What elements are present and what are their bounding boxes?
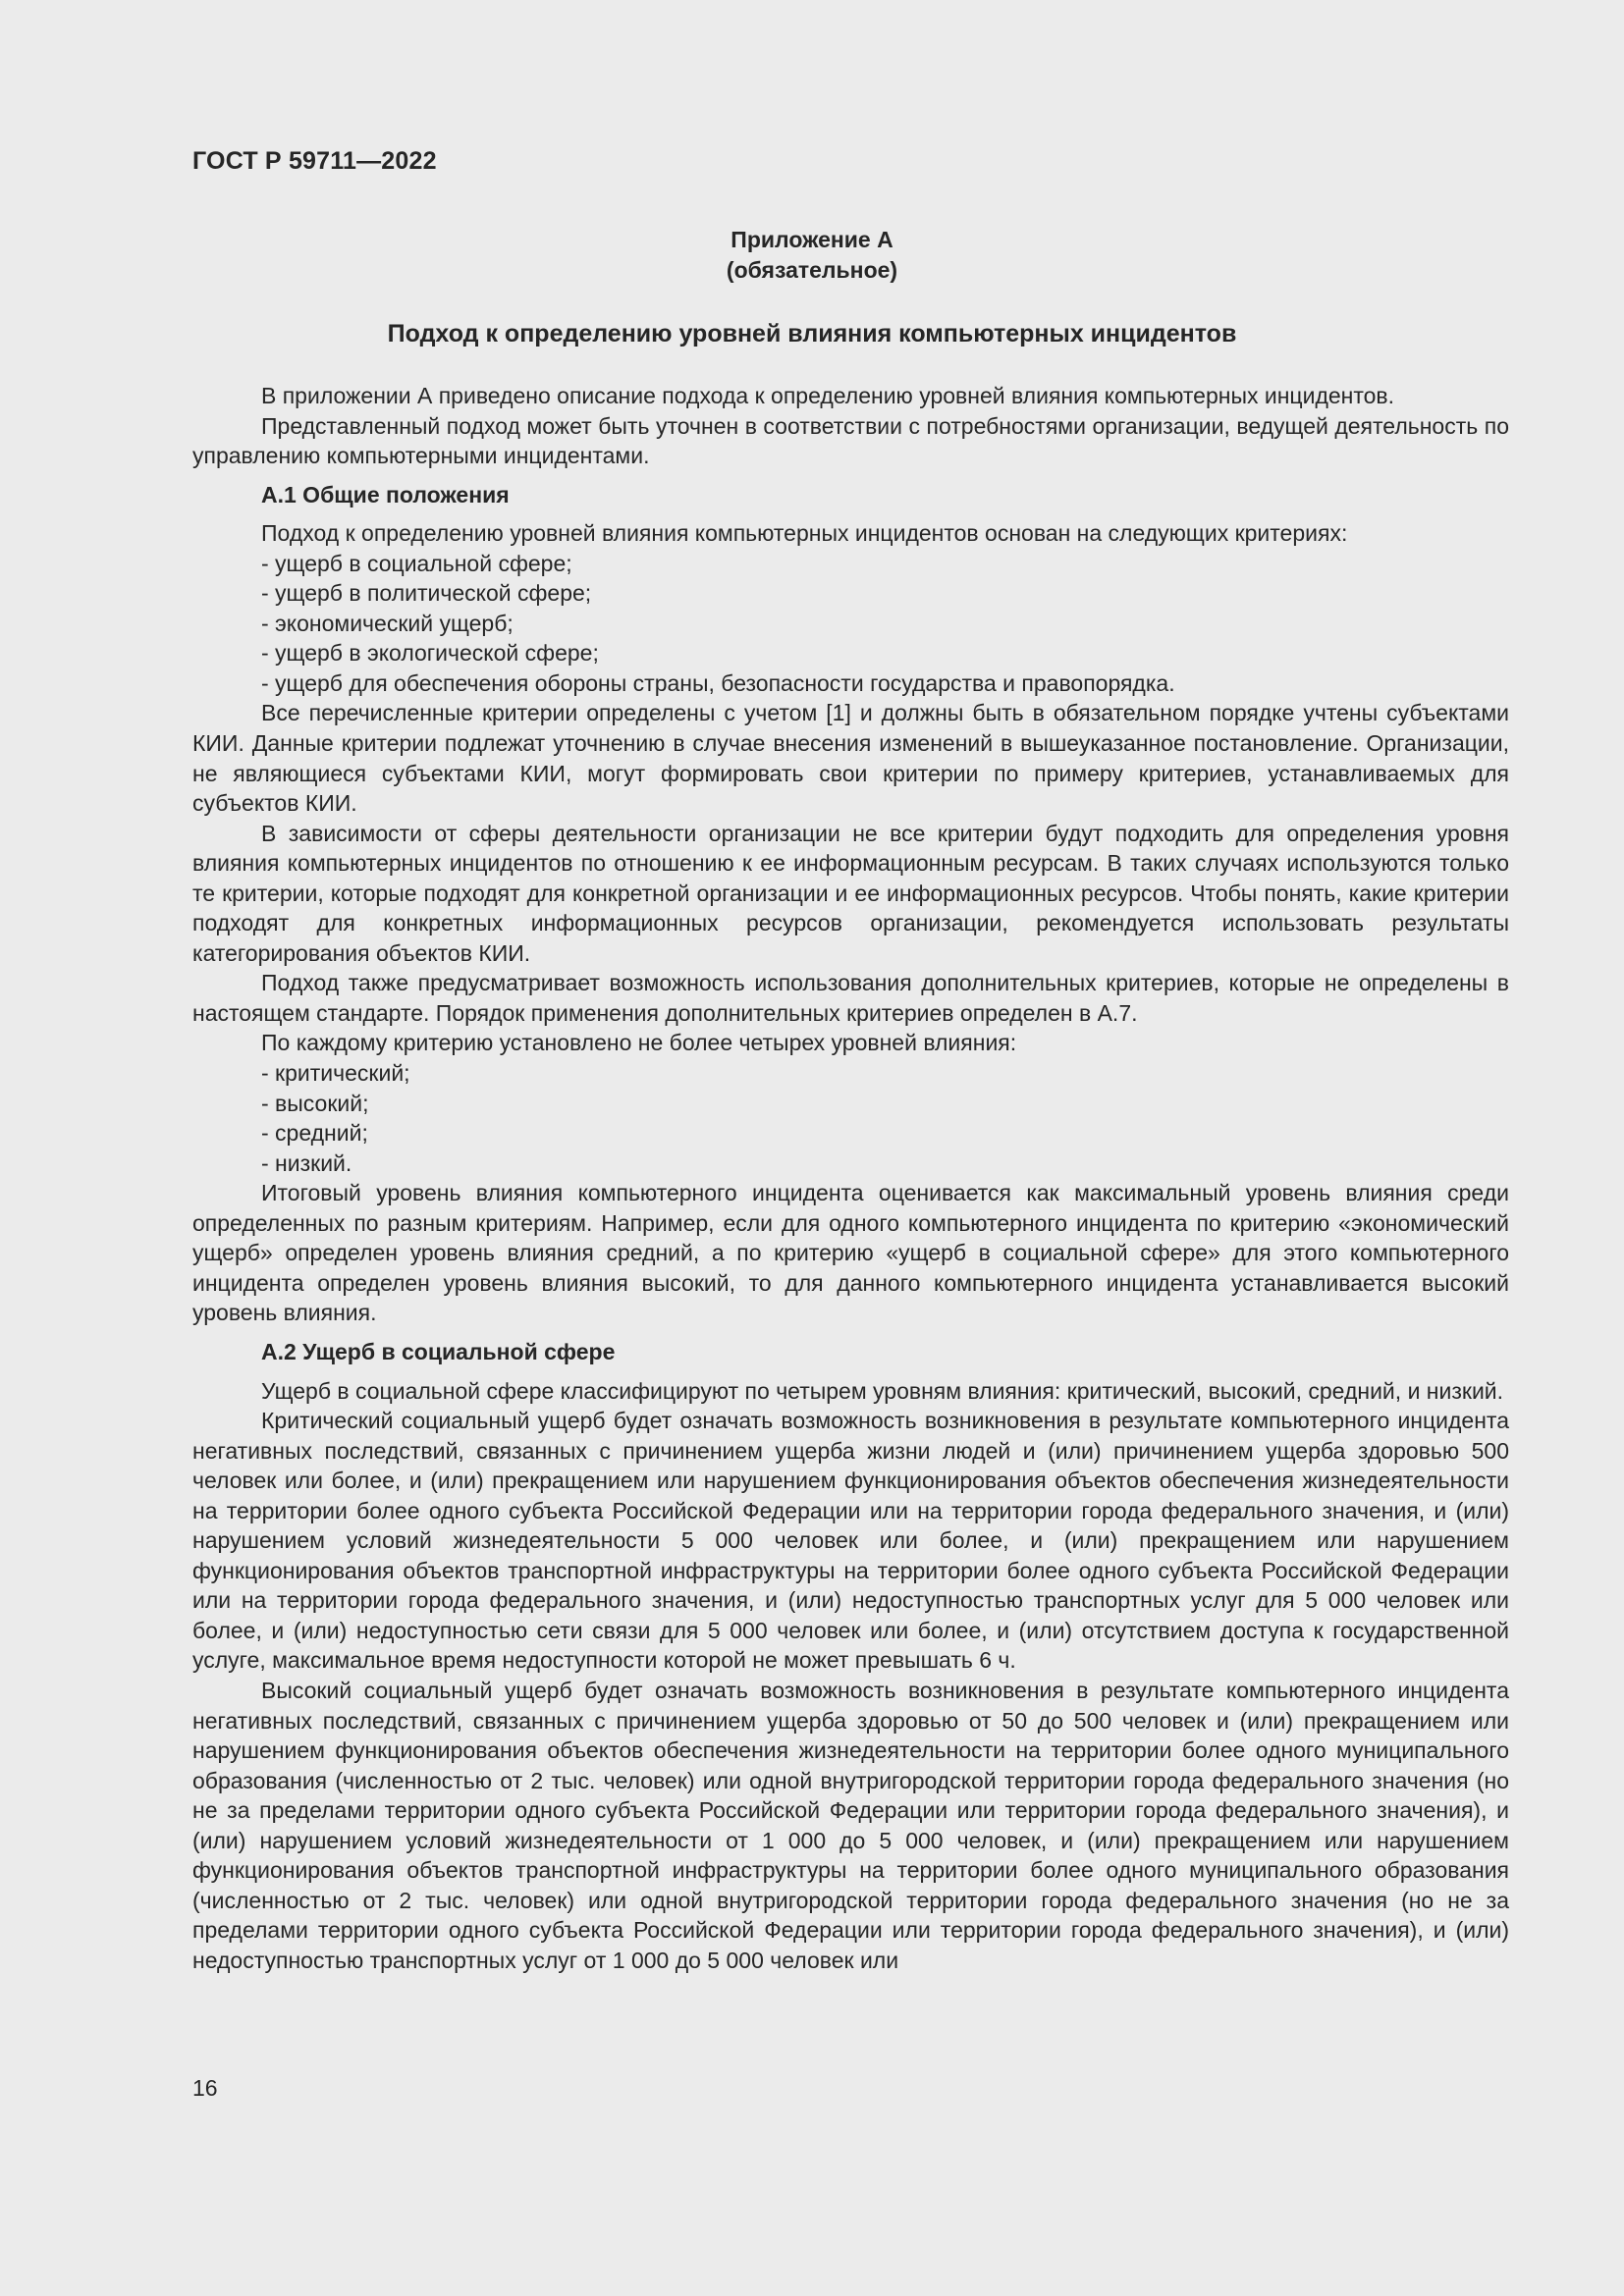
spacer (192, 509, 1509, 518)
paragraph: Критический социальный ущерб будет означать возможность возникновения в результате компьютерного инцидента негативных последствий, связанных с причинением ущерба жизни людей и (или) причинением ущерба здоровью 500 человек или более, и (или) прекращением или нарушением функционирования объектов обеспечения жизнедеятельности на территории более одного субъекта Российской Федерации или на территории города федерального значения, и (или) нарушением условий жизнедеятельности 5 000 человек или более, и (или) прекращением или нарушением функционирования объектов транспортной инфраструктуры на территории более одного субъекта Российской Федерации или на территории города федерального значения, и (или) недоступностью транспортных услуг для 5 000 человек или более, и (или) недоступностью сети связи для 5 000 человек или более, и (или) отсутствием доступа к государственной услуге, максимальное время недоступности которой не может превышать 6 ч. (192, 1408, 1509, 1674)
spacer (192, 1367, 1509, 1376)
paragraph: Подход также предусматривает возможность использования дополнительных критериев, которые не определены в настоящем стандарте. Порядок применения дополнительных критериев определен в А.7. (192, 970, 1509, 1026)
page-number: 16 (192, 2075, 218, 2101)
list-item: - критический; (261, 1060, 410, 1087)
appendix-title: Подход к определению уровней влияния компьютерных инцидентов (387, 320, 1237, 347)
document-code: ГОСТ Р 59711—2022 (192, 147, 437, 175)
paragraph: Ущерб в социальной сфере классифицируют по четырем уровням влияния: критический, высокий, средний, и низкий. (261, 1377, 1504, 1404)
paragraph: Все перечисленные критерии определены с учетом [1] и должны быть в обязательном порядке учтены субъектами КИИ. Данные критерии подлежат уточнению в случае внесения изменений в вышеуказанное постановление. Организации, не являющиеся субъектами КИИ, могут формировать свои критерии по примеру критериев, устанавливаемых для субъектов КИИ. (192, 700, 1509, 817)
spacer (192, 1328, 1509, 1337)
paragraph: Подход к определению уровней влияния компьютерных инцидентов основан на следующих критериях: (261, 520, 1348, 547)
appendix-status: (обязательное) (726, 257, 898, 283)
appendix-label: Приложение А (731, 227, 893, 252)
list-item: - высокий; (261, 1090, 369, 1116)
paragraph: В приложении А приведено описание подхода к определению уровней влияния компьютерных инцидентов. (261, 383, 1395, 408)
list-item: - ущерб в социальной сфере; (261, 550, 572, 576)
paragraph: По каждому критерию установлено не более четырех уровней влияния: (261, 1030, 1017, 1056)
paragraph: Высокий социальный ущерб будет означать возможность возникновения в результате компьютерного инцидента негативных последствий, связанных с причинением ущерба здоровью от 50 до 500 человек и (или) прекращением или нарушением функционирования объектов обеспечения жизнедеятельности на территории более одного муниципального образования (численностью от 2 тыс. человек) или одной внутригородской территории города федерального значения (но не за пределами территории одного субъекта Российской Федерации или территории города федерального значения), и (или) нарушением условий жизнедеятельности от 1 000 до 5 000 человек, и (или) прекращением или нарушением функционирования объектов транспортной инфраструктуры на территории более одного муниципального образования (численностью от 2 тыс. человек) или одной внутригородской территории города федерального значения (но не за пределами территории одного субъекта Российской Федерации или территории города федерального значения), и (или) недоступностью транспортных услуг от 1 000 до 5 000 человек или (192, 1677, 1509, 1973)
list-item: - экономический ущерб; (261, 610, 514, 636)
section-heading: А.2 Ущерб в социальной сфере (261, 1338, 616, 1364)
list-item: - средний; (261, 1120, 368, 1147)
list-item: - ущерб в политической сфере; (261, 580, 592, 607)
list-item: - ущерб для обеспечения обороны страны, безопасности государства и правопорядка. (261, 669, 1175, 696)
list-item: - низкий. (261, 1149, 352, 1176)
paragraph: В зависимости от сферы деятельности организации не все критерии будут подходить для определения уровня влияния компьютерных инцидентов по отношению к ее информационным ресурсам. В таких случаях используются только те критерии, которые подходят для конкретной организации и ее информационных ресурсов. Чтобы понять, какие критерии подходят для конкретных информационных ресурсов организации, рекомендуется использовать результаты категорирования объектов КИИ. (192, 820, 1509, 966)
document-body (192, 381, 1509, 1975)
spacer (192, 471, 1509, 480)
paragraph: Итоговый уровень влияния компьютерного инцидента оценивается как максимальный уровень влияния среди определенных по разным критериям. Например, если для одного компьютерного инцидента по критерию «экономический ущерб» определен уровень влияния средний, а по критерию «ущерб в социальной сфере» для этого компьютерного инцидента определен уровень влияния высокий, то для данного компьютерного инцидента устанавливается высокий уровень влияния. (192, 1180, 1509, 1326)
paragraph: Представленный подход может быть уточнен в соответствии с потребностями организации, ведущей деятельность по управлению компьютерными инцидентами. (192, 412, 1509, 469)
section-heading: А.1 Общие положения (261, 481, 510, 507)
list-item: - ущерб в экологической сфере; (261, 640, 599, 667)
